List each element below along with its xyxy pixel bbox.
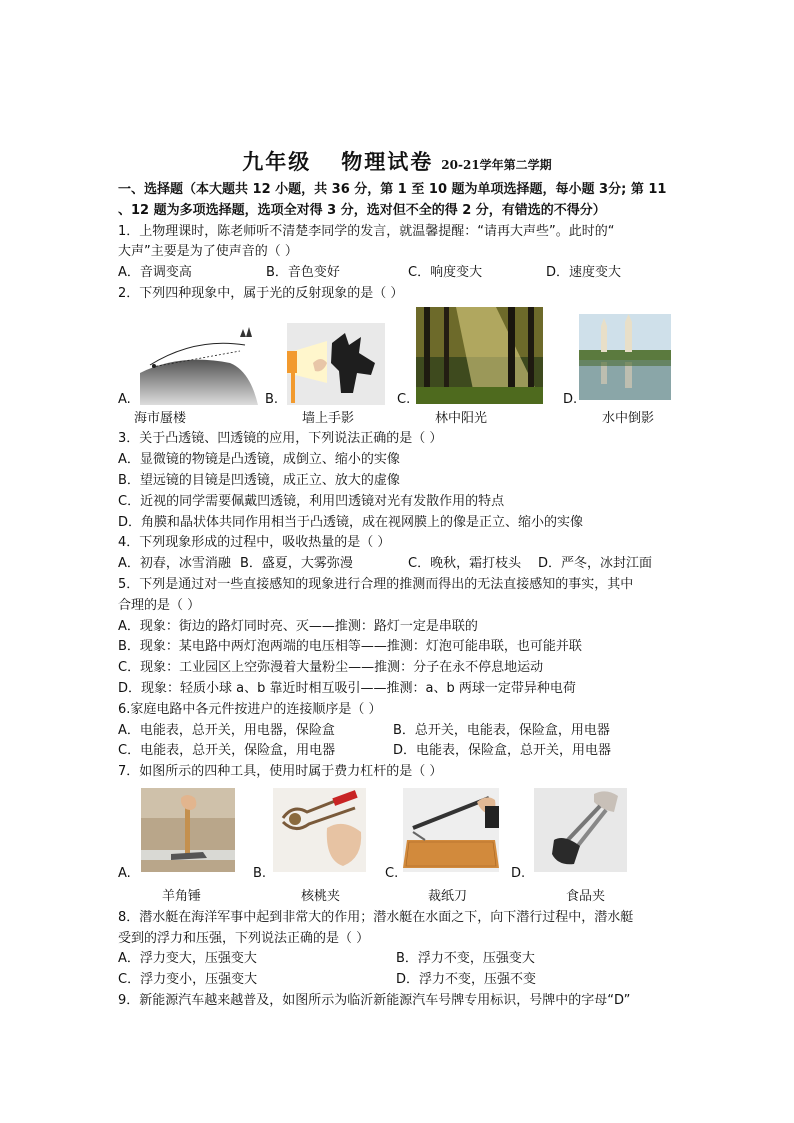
q7-label-a: A. [118, 866, 131, 881]
q3-stem: 3．关于凸透镜、凹透镜的应用，下列说法正确的是（ ） [118, 431, 443, 446]
q4-option-c: C．晚秋，霜打枝头 [408, 556, 522, 571]
q1-option-b: B．音色变好 [266, 265, 340, 280]
forest-sunlight-image [416, 307, 543, 404]
q8-option-b: B．浮力不变，压强变大 [396, 951, 535, 966]
q4-option-b: B．盛夏，大雾弥漫 [240, 556, 353, 571]
q9-stem-line1: 9．新能源汽车越来越普及，如图所示为临沂新能源汽车号牌专用标识，号牌中的字母“D” [118, 993, 631, 1008]
paper-cutter-image [403, 788, 499, 872]
food-tongs-image [534, 788, 627, 872]
q2-caption-d: 水中倒影 [602, 411, 655, 426]
nutcracker-image [273, 788, 366, 872]
section-header-line1: 一、选择题（本大题共 12 小题，共 36 分，第 1 至 10 题为单项选择题，每小题 3分; 第 11 [118, 182, 667, 197]
q2-label-a: A. [118, 392, 131, 407]
q6-option-c: C．电能表，总开关，保险盒，用电器 [118, 743, 336, 758]
q8-stem-line1: 8．潜水艇在海洋军事中起到非常大的作用；潜水艇在水面之下，向下潜行过程中，潜水艇 [118, 910, 634, 925]
q7-caption-a: 羊角锤 [162, 889, 202, 904]
title-subject: 物理试卷 [341, 149, 434, 174]
q8-option-c: C．浮力变小，压强变大 [118, 972, 258, 987]
q7-caption-c: 裁纸刀 [428, 889, 468, 904]
q2-caption-a: 海市蜃楼 [134, 411, 187, 426]
hand-shadow-image [287, 323, 385, 405]
q7-label-c: C. [385, 866, 399, 881]
q1-stem-line2: 大声”主要是为了使声音的（ ） [118, 244, 298, 259]
q2-caption-c: 林中阳光 [435, 411, 488, 426]
q1-option-a: A．音调变高 [118, 265, 192, 280]
q6-option-d: D．电能表，保险盒，总开关，用电器 [393, 743, 612, 758]
q7-caption-d: 食品夹 [566, 889, 606, 904]
q3-option-b: B．望远镜的目镜是凹透镜，成正立、放大的虚像 [118, 473, 400, 488]
q3-option-d: D．角膜和晶状体共同作用相当于凸透镜，成在视网膜上的像是正立、缩小的实像 [118, 515, 584, 530]
q3-option-c: C．近视的同学需要佩戴凹透镜，利用凹透镜对光有发散作用的特点 [118, 494, 505, 509]
q5-stem-line1: 5．下列是通过对一些直接感知的现象进行合理的推测而得出的无法直接感知的事实，其中 [118, 577, 634, 592]
q5-stem-line2: 合理的是（ ） [118, 598, 201, 613]
q2-stem: 2．下列四种现象中，属于光的反射现象的是（ ） [118, 286, 404, 301]
q1-option-d: D．速度变大 [546, 265, 622, 280]
q7-stem: 7．如图所示的四种工具，使用时属于费力杠杆的是（ ） [118, 764, 443, 779]
q2-label-b: B. [265, 392, 279, 407]
title-grade: 九年级 [242, 149, 312, 174]
title-term: 20-21学年第二学期 [441, 158, 552, 172]
q1-option-c: C．响度变大 [408, 265, 483, 280]
q6-stem: 6.家庭电路中各元件按进户的连接顺序是（ ） [118, 702, 382, 717]
paper-title [0, 146, 794, 176]
claw-hammer-image [141, 788, 235, 872]
q6-option-b: B．总开关，电能表，保险盒，用电器 [393, 723, 610, 738]
q3-option-a: A．显微镜的物镜是凸透镜，成倒立、缩小的实像 [118, 452, 400, 467]
mirage-image [140, 323, 258, 405]
q4-option-a: A．初春，冰雪消融 [118, 556, 231, 571]
q8-option-d: D．浮力不变，压强不变 [396, 972, 537, 987]
q5-option-b: B．现象：某电路中两灯泡两端的电压相等——推测：灯泡可能串联，也可能并联 [118, 639, 582, 654]
q4-stem: 4．下列现象形成的过程中，吸收热量的是（ ） [118, 535, 391, 550]
q8-stem-line2: 受到的浮力和压强，下列说法正确的是（ ） [118, 931, 370, 946]
q6-option-a: A．电能表，总开关，用电器，保险盒 [118, 723, 335, 738]
q2-label-d: D. [563, 392, 578, 407]
q2-caption-b: 墙上手影 [302, 411, 355, 426]
q7-label-d: D. [511, 866, 526, 881]
q7-caption-b: 核桃夹 [301, 889, 341, 904]
q8-option-a: A．浮力变大，压强变大 [118, 951, 257, 966]
section-header-line2: 、12 题为多项选择题，选项全对得 3 分，选对但不全的得 2 分，有错选的不得分） [118, 203, 606, 218]
q2-label-c: C. [397, 392, 411, 407]
q5-option-c: C．现象：工业园区上空弥漫着大量粉尘——推测：分子在永不停息地运动 [118, 660, 544, 675]
q5-option-a: A．现象：街边的路灯同时亮、灭——推测：路灯一定是串联的 [118, 619, 478, 634]
q7-label-b: B. [253, 866, 267, 881]
water-reflection-image [579, 314, 671, 400]
q4-option-d: D．严冬，冰封江面 [538, 556, 653, 571]
q1-stem-line1: 1．上物理课时，陈老师听不清楚李同学的发言，就温馨提醒：“请再大声些”。此时的“ [118, 224, 615, 239]
q5-option-d: D．现象：轻质小球 a、b 靠近时相互吸引——推测：a、b 两球一定带异种电荷 [118, 681, 576, 696]
